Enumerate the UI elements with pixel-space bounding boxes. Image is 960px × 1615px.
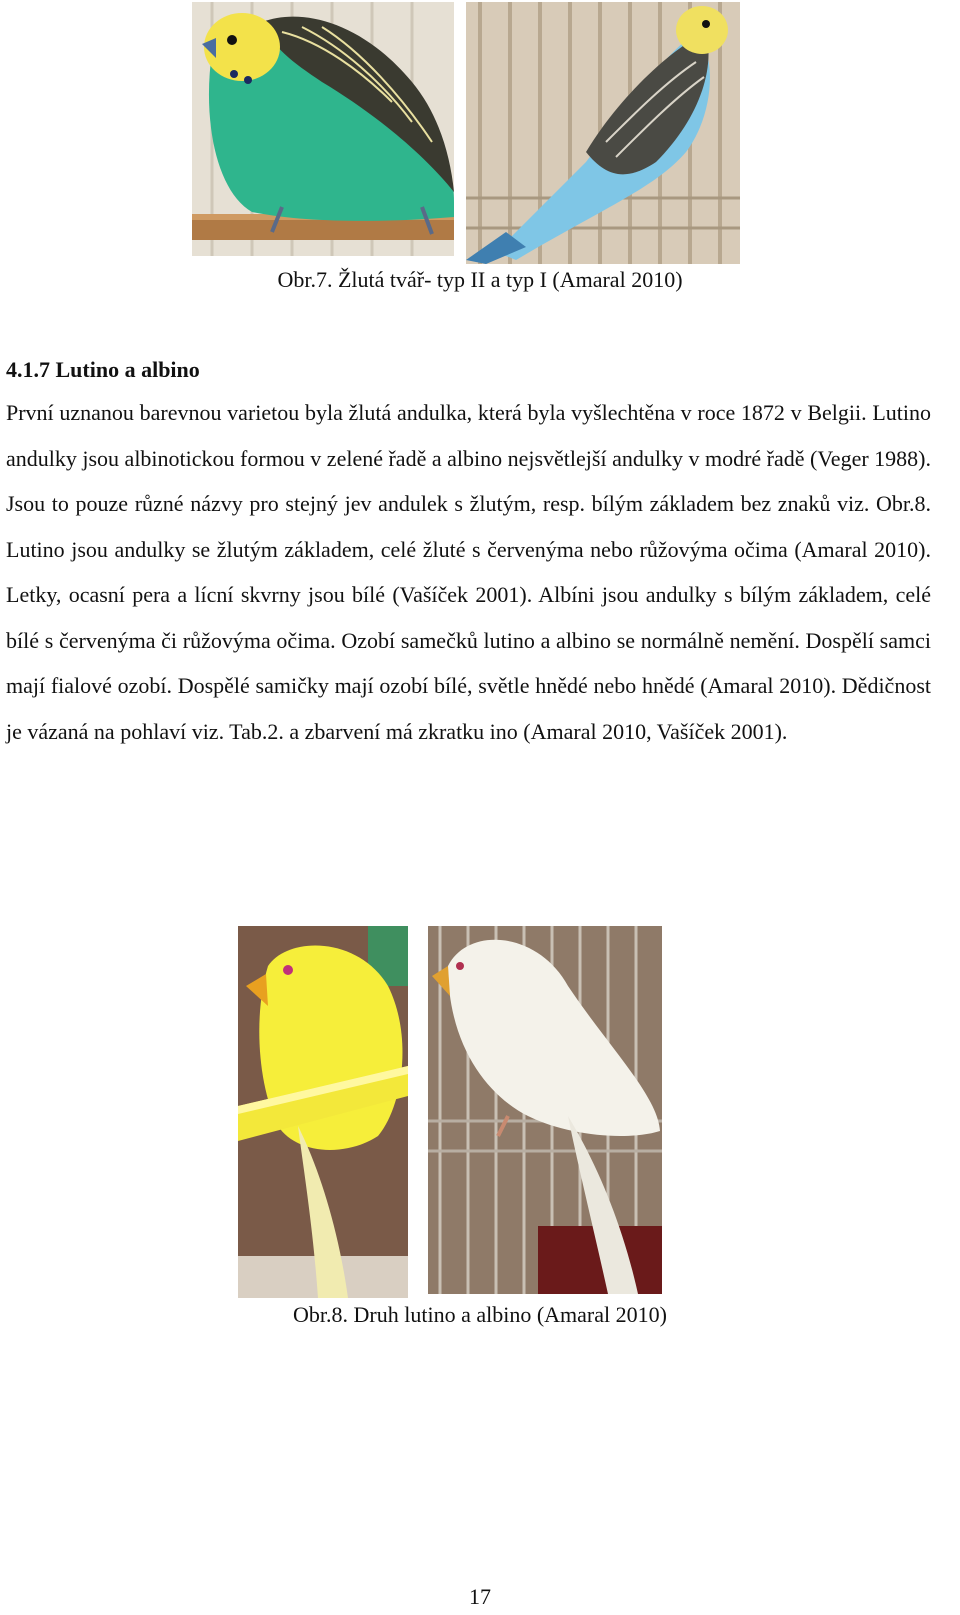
figure7-photo-blue-budgie bbox=[466, 2, 740, 264]
figure8-photo-lutino-budgie bbox=[238, 926, 408, 1298]
figure7-photo-green-budgie bbox=[192, 2, 454, 256]
figure7-caption: Obr.7. Žlutá tvář- typ II a typ I (Amaral 2010) bbox=[277, 267, 683, 292]
section-heading: 4.1.7 Lutino a albino bbox=[6, 357, 200, 382]
figure8-caption: Obr.8. Druh lutino a albino (Amaral 2010) bbox=[293, 1302, 667, 1327]
figure8-photo-albino-budgie bbox=[428, 926, 662, 1294]
section-paragraph: První uznanou barevnou varietou byla žlutá andulka, která byla vyšlechtěna v roce 1872 v Belgii. Lutino andulky jsou albinotickou formou v zelené řadě a albino nejsvětlejší andulky v modré řadě (Veger 1988). Jsou to pouze různé názvy pro stejný jev andulek s žlutým, resp. bílým základem bez znaků viz. Obr.8. Lutino jsou andulky se žlutým základem, celé žluté s červenýma nebo růžovýma očima (Amaral 2010). Letky, ocasní pera a lícní skvrny jsou bílé (Vašíček 2001). Albíni jsou andulky s bílým základem, celé bílé s červenýma či růžovýma očima. Ozobí samečků lutino a albino se normálně nemění. Dospělí samci mají fialové ozobí. Dospělé samičky mají ozobí bílé, světle hnědé nebo hnědé (Amaral 2010). Dědičnost je vázaná na pohlaví viz. Tab.2. a zbarvení má zkratku ino (Amaral 2010, Vašíček 2001). bbox=[6, 400, 931, 744]
page-number: 17 bbox=[469, 1584, 491, 1609]
